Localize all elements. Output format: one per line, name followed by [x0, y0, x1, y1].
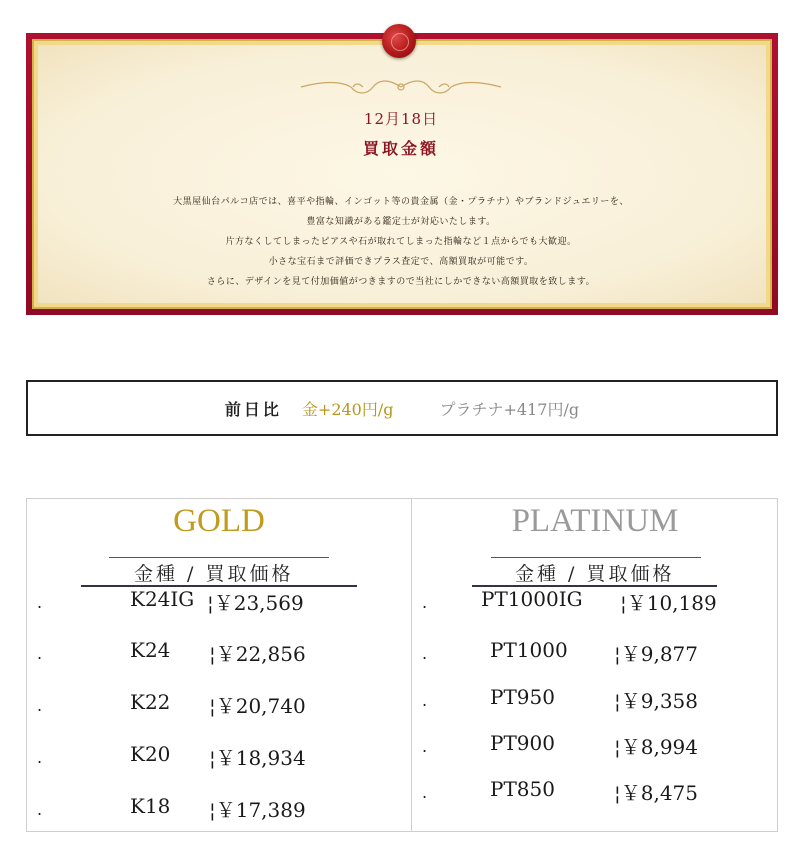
announcement-body	[60, 192, 742, 292]
divider	[109, 557, 329, 558]
bullet: .	[37, 696, 43, 715]
day-change-label: 前日比	[224, 399, 282, 419]
metal-type: K24IG	[130, 587, 195, 611]
announcement-title: 買取金額	[362, 139, 439, 158]
metal-type: PT1000	[490, 638, 568, 662]
price: ¦￥23,569	[207, 591, 304, 615]
metal-type: PT950	[490, 685, 555, 709]
bullet: .	[422, 737, 428, 756]
wax-seal-icon	[382, 24, 416, 58]
platinum-heading: PLATINUM	[511, 503, 679, 539]
bullet: .	[37, 800, 43, 819]
bullet: .	[422, 691, 428, 710]
table-row	[412, 731, 778, 757]
platinum-change: プラチナ+417円/g	[439, 399, 580, 419]
table-row	[27, 638, 411, 664]
metal-type: PT850	[490, 777, 555, 801]
table-row	[412, 638, 778, 664]
day-change-box	[26, 380, 778, 436]
gold-change: 金+240円/g	[301, 399, 394, 419]
bullet: .	[37, 748, 43, 767]
table-row	[412, 685, 778, 711]
price: ¦￥18,934	[209, 746, 306, 770]
metal-type: K20	[130, 742, 171, 766]
price: ¦￥8,994	[614, 735, 698, 759]
metal-type: K22	[130, 690, 171, 714]
bullet: .	[422, 783, 428, 802]
body-line: 大黒屋仙台パルコ店では、喜平や指輪、インゴット等の貴金属（金・プラチナ）やブランドジュエリーを、	[173, 197, 629, 207]
flourish-ornament-icon	[293, 78, 509, 96]
metal-type: PT900	[490, 731, 555, 755]
table-row	[27, 794, 411, 820]
price-tables	[26, 498, 778, 832]
table-row	[412, 777, 778, 803]
table-row	[27, 690, 411, 716]
metal-type: K18	[130, 794, 171, 818]
platinum-column	[412, 499, 778, 831]
gold-subheading: 金種 / 買取価格	[134, 563, 294, 585]
price: ¦￥8,475	[614, 781, 698, 805]
metal-type: PT1000IG	[481, 587, 583, 611]
bullet: .	[422, 644, 428, 663]
platinum-subheading: 金種 / 買取価格	[515, 563, 675, 585]
metal-type: K24	[130, 638, 171, 662]
announcement-date: 12月18日	[363, 110, 439, 128]
price: ¦￥20,740	[209, 694, 306, 718]
body-line: さらに、デザインを見て付加価値がつきますので当社にしかできない高額買取を致します。	[206, 277, 596, 287]
gold-column	[27, 499, 411, 831]
table-row	[412, 587, 778, 613]
price: ¦￥10,189	[620, 591, 717, 615]
body-line: 片方なくしてしまったピアスや石が取れてしまった指輪など１点からでも大歓迎。	[225, 237, 577, 247]
divider	[491, 557, 701, 558]
price: ¦￥22,856	[209, 642, 306, 666]
price: ¦￥17,389	[209, 798, 306, 822]
bullet: .	[37, 593, 43, 612]
body-line: 豊富な知識がある鑑定士が対応いたします。	[306, 217, 496, 227]
table-row	[27, 587, 411, 613]
price: ¦￥9,877	[614, 642, 698, 666]
gold-heading: GOLD	[173, 503, 265, 539]
price: ¦￥9,358	[614, 689, 698, 713]
bullet: .	[422, 593, 428, 612]
table-row	[27, 742, 411, 768]
body-line: 小さな宝石まで評価できプラス査定で、高額買取が可能です。	[268, 257, 534, 267]
bullet: .	[37, 644, 43, 663]
